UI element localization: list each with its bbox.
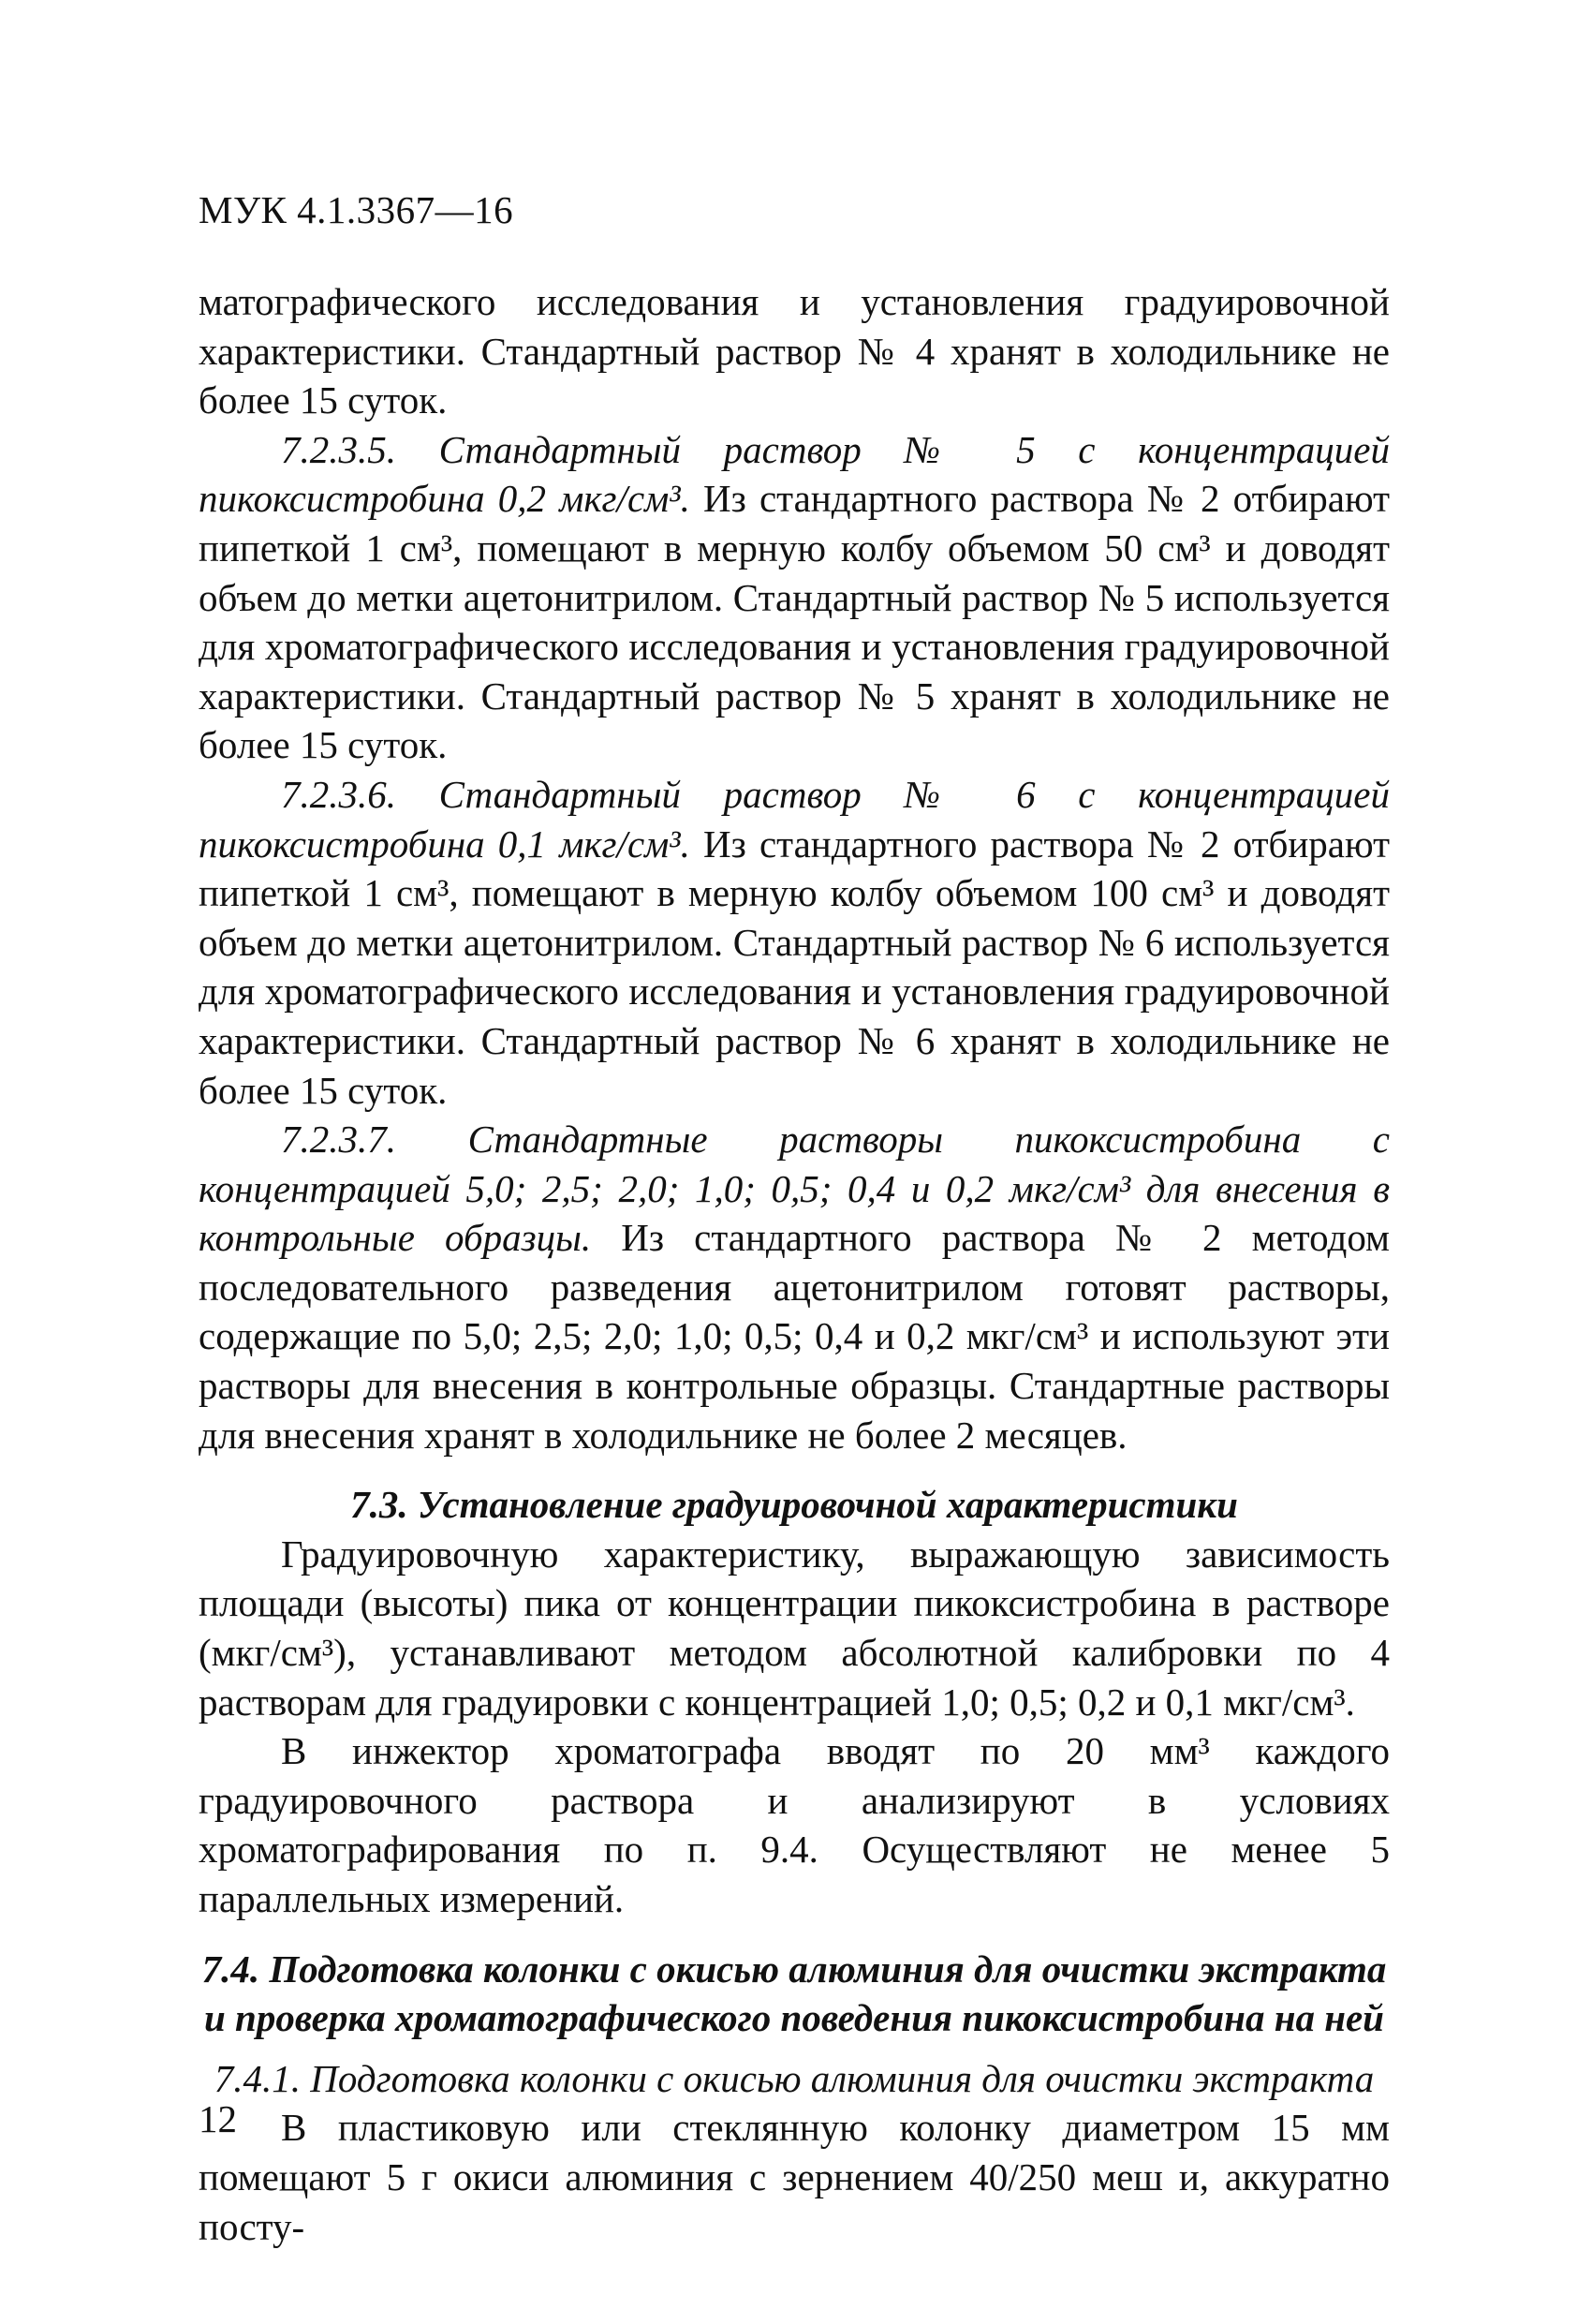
paragraph-7-2-3-6: [199, 770, 1390, 1115]
subsection-heading-7-4-1: 7.4.1. Подготовка колонки с окисью алюминия для очистки экстракта: [214, 2056, 1375, 2100]
clause-heading: 7.2.3.6. Стандартный раствор № 6 с концентрацией пикоксистробина 0,1 мкг/см³.: [199, 772, 1390, 866]
section-heading-7-4: 7.4. Подготовка колонки с окисью алюминия для очистки экстракта и проверка хроматографического поведения пикоксистробина на ней: [201, 1947, 1387, 2040]
paragraph-7-2-3-5: [199, 425, 1390, 770]
clause-text: Из стандартного раствора № 2 отбирают пипеткой 1 см³, помещают в мерную колбу объемом 100 см³ и доводят объем до метки ацетонитрилом. Стандартный раствор № 6 используется для хроматографического исследования и установления градуировочной характеристики. Стандартный раствор № 6 хранят в холодильнике не более 15 суток.: [199, 822, 1391, 1112]
paragraph-column-prep: В пластиковую или стеклянную колонку диаметром 15 мм помещают 5 г окиси алюминия с зернением 40/250 меш и, аккуратно посту-: [199, 2106, 1390, 2248]
paragraph-continuation: матографического исследования и установления градуировочной характеристики. Стандартный раствор № 4 хранят в холодильнике не более 15 суток.: [199, 280, 1390, 422]
clause-heading: 7.2.3.5. Стандартный раствор № 5 с концентрацией пикоксистробина 0,2 мкг/см³.: [199, 427, 1390, 521]
clause-heading: 7.2.3.7. Стандартные растворы пикоксистробина с концентрацией 5,0; 2,5; 2,0; 1,0; 0,5; 0,4 и 0,2 мкг/см³ для внесения в контрольные образцы.: [199, 1118, 1390, 1260]
paragraph-7-2-3-7: [199, 1115, 1390, 1459]
paragraph-calibration: Градуировочную характеристику, выражающую зависимость площади (высоты) пика от концентрации пикоксистробина в растворе (мкг/см³), устанавливают методом абсолютной калибровки по 4 растворам для градуировки с концентрацией 1,0; 0,5; 0,2 и 0,1 мкг/см³.: [199, 1532, 1390, 1724]
page-body: [199, 277, 1390, 2251]
page-number: 12: [199, 2097, 237, 2140]
clause-text: Из стандартного раствора № 2 методом последовательного разведения ацетонитрилом готовят растворы, содержащие по 5,0; 2,5; 2,0; 1,0; 0,5; 0,4 и 0,2 мкг/см³ и используют эти растворы для внесения в контрольные образцы. Стандартные растворы для внесения хранят в холодильнике не более 2 месяцев.: [199, 1216, 1390, 1457]
section-heading-7-3: 7.3. Установление градуировочной характеристики: [350, 1483, 1238, 1527]
document-code-header: МУК 4.1.3367—16: [199, 188, 514, 231]
clause-text: Из стандартного раствора № 2 отбирают пипеткой 1 см³, помещают в мерную колбу объемом 50 см³ и доводят объем до метки ацетонитрилом. Стандартный раствор № 5 используется для хроматографического исследования и установления градуировочной характеристики. Стандартный раствор № 5 хранят в холодильнике не более 15 суток.: [199, 477, 1391, 767]
paragraph-injection: В инжектор хроматографа вводят по 20 мм³ каждого градуировочного раствора и анализируют в условиях хроматографирования по п. 9.4. Осуществляют не менее 5 параллельных измерений.: [199, 1729, 1390, 1920]
